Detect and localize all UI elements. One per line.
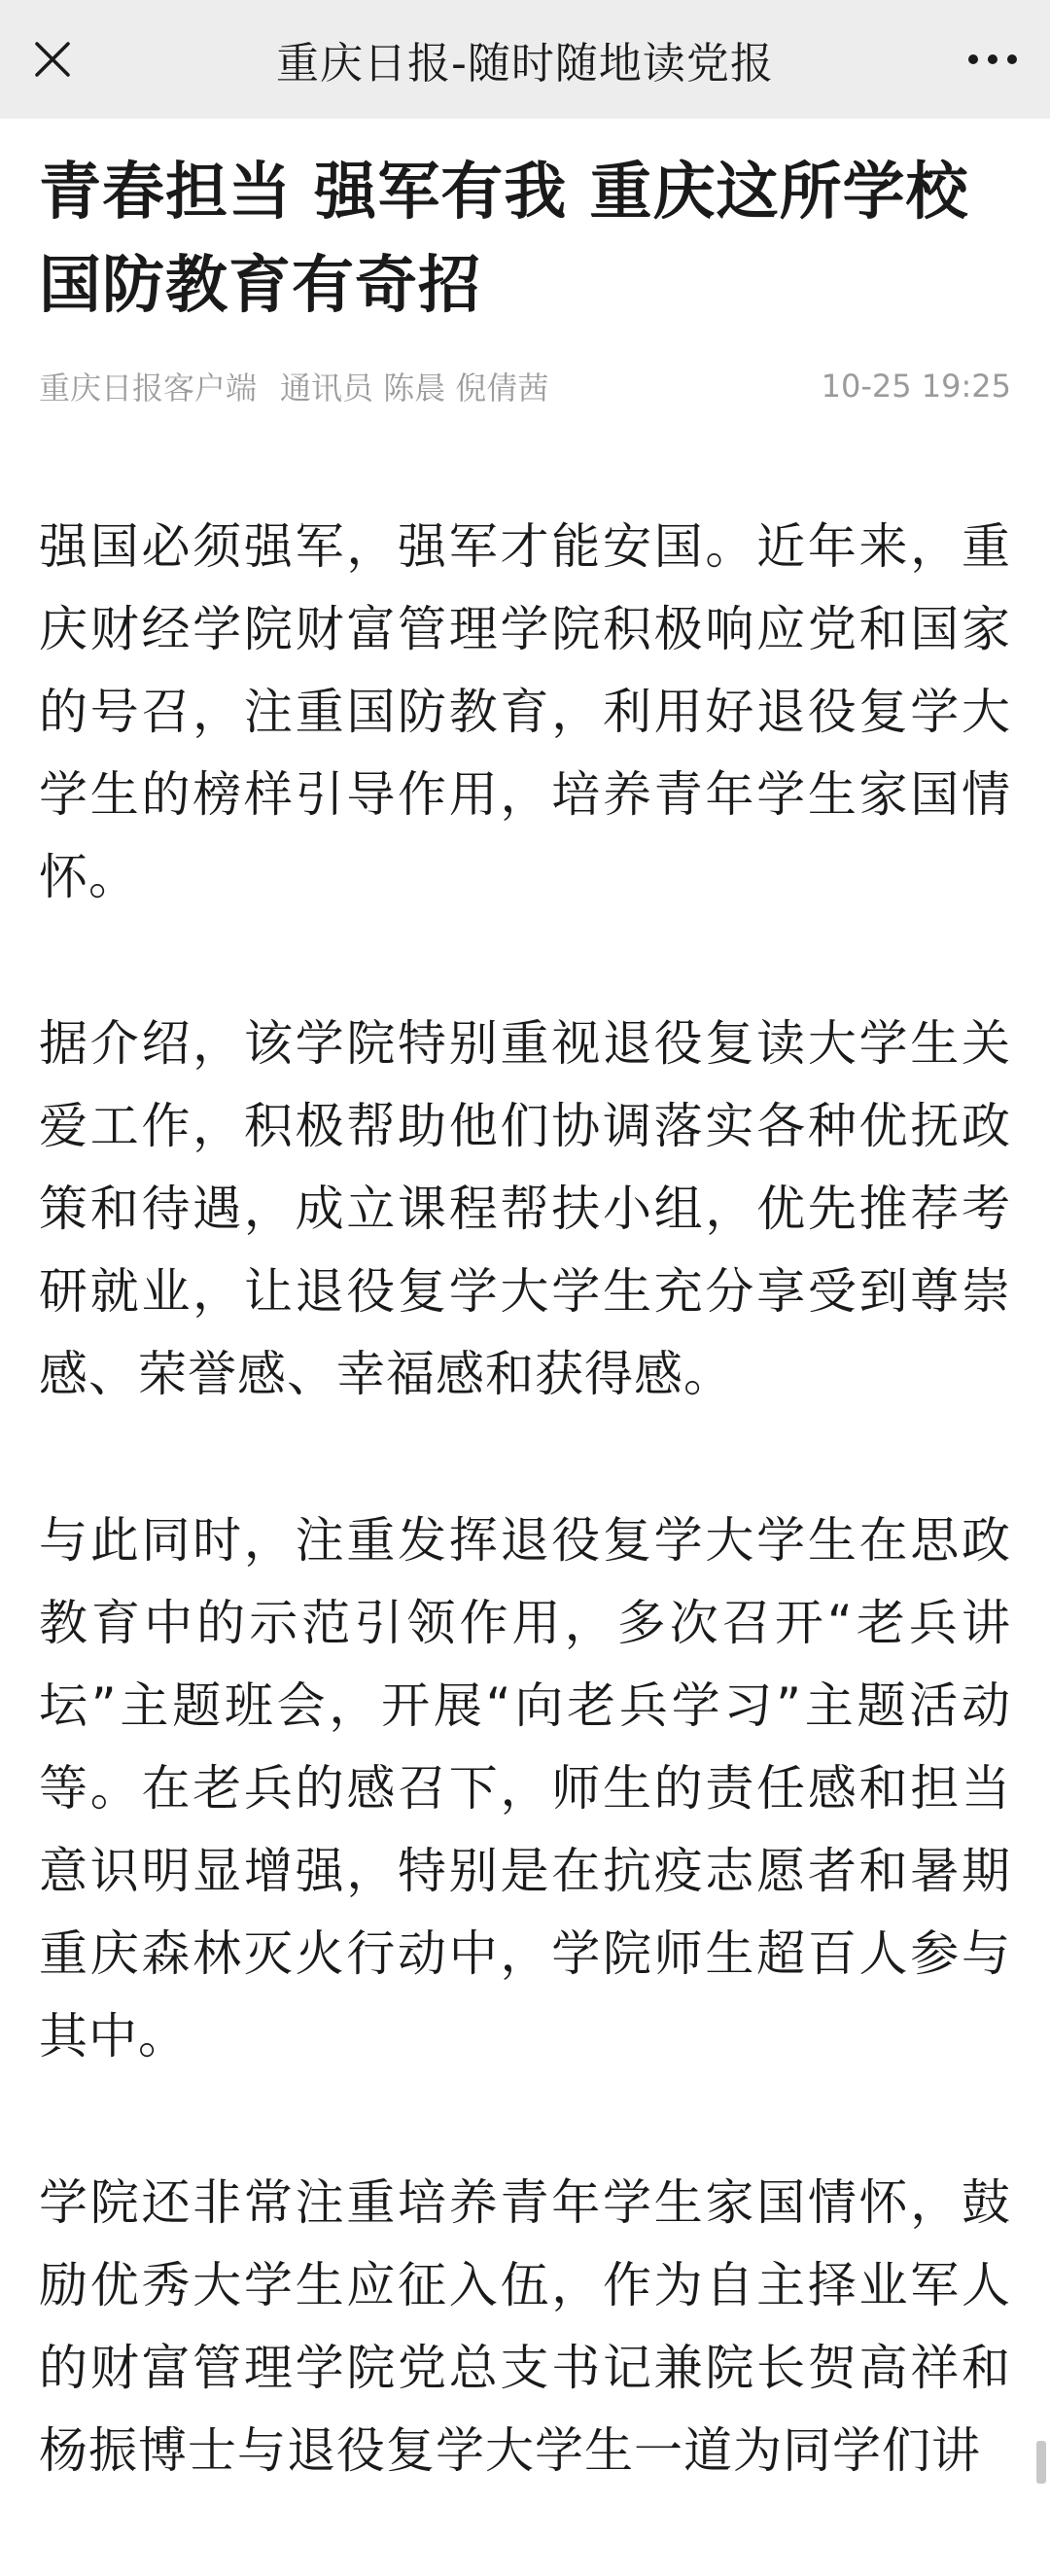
article-body: [39, 506, 1011, 2492]
close-icon: [33, 40, 72, 79]
more-icon: [967, 53, 1018, 65]
article-source[interactable]: 重庆日报客户端: [39, 370, 258, 406]
page-title: 重庆日报-随时随地读党报: [276, 39, 774, 88]
close-button[interactable]: [23, 30, 82, 88]
article-content: [39, 146, 1011, 2576]
article-paragraph: 强国必须强军，强军才能安国。近年来，重庆财经学院财富管理学院积极响应党和国家的号召，注重国防教育，利用好退役复学大学生的榜样引导作用，培养青年学生家国情怀。: [39, 518, 1011, 905]
article-paragraph: 据介绍，该学院特别重视退役复读大学生关爱工作，积极帮助他们协调落实各种优抚政策和待遇，成立课程帮扶小组，优先推荐考研就业，让退役复学大学生充分享受到尊崇感、荣誉感、幸福感和获得感。: [39, 1015, 1011, 1402]
article-paragraph: 学院还非常注重培养青年学生家国情怀，鼓励优秀大学生应征入伍，作为自主择业军人的财富管理学院党总支书记兼院长贺高祥和杨振博士与退役复学大学生一道为同学们讲: [39, 2174, 1011, 2479]
article-meta: [39, 362, 1011, 410]
top-navigation-bar: [0, 0, 1050, 119]
more-options-button[interactable]: [959, 30, 1027, 88]
article-paragraph: 与此同时，注重发挥退役复学大学生在思政教育中的示范引领作用，多次召开“老兵讲坛”主题班会，开展“向老兵学习”主题活动等。在老兵的感召下，师生的责任感和担当意识明显增强，特别是在抗疫志愿者和暑期重庆森林灭火行动中，学院师生超百人参与其中。: [39, 1512, 1011, 2064]
article-title: 青春担当 强军有我 重庆这所学校国防教育有奇招: [39, 157, 969, 322]
article-source-info: [39, 364, 572, 408]
article-time: 10-25 19:25: [821, 368, 1011, 405]
scrollbar[interactable]: [1036, 2441, 1046, 2484]
article-authors: 通讯员 陈晨 倪倩茜: [280, 370, 549, 406]
